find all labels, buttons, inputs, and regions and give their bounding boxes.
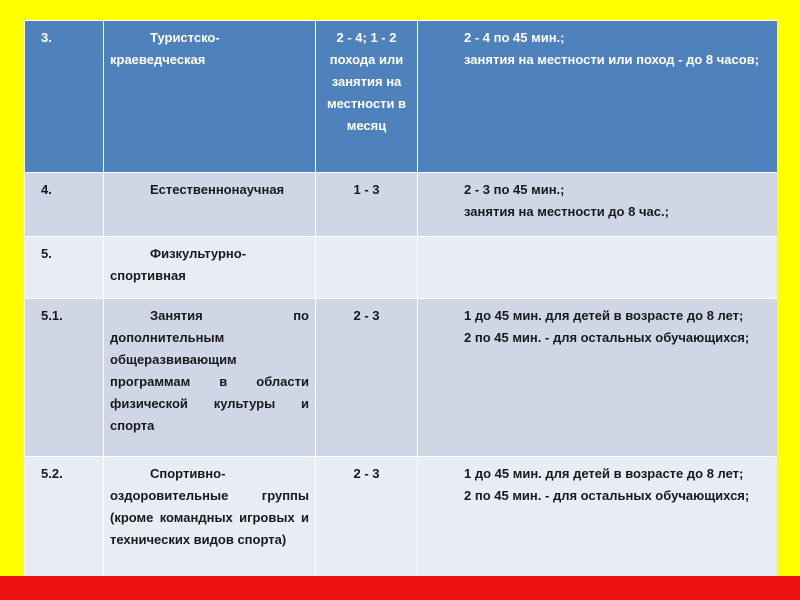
sessions-count: 2 - 4; 1 - 2 похода или занятия на местности в месяц — [316, 21, 418, 173]
duration-line: 1 до 45 мин. для детей в возрасте до 8 лет; — [464, 466, 744, 481]
row-number: 5.2. — [25, 457, 104, 577]
duration-line: занятия на местности до 8 час.; — [464, 204, 669, 219]
activity-name: Туристско-краеведческая — [104, 21, 316, 173]
schedule-table — [24, 20, 777, 576]
sessions-count: 2 - 3 — [316, 457, 418, 577]
activity-name: Естественнонаучная — [104, 173, 316, 237]
session-duration — [418, 173, 778, 237]
session-duration — [418, 237, 778, 299]
table-row — [25, 21, 778, 173]
bottom-red-bar — [0, 576, 800, 600]
duration-line: 2 по 45 мин. - для остальных обучающихся; — [464, 330, 750, 345]
row-number: 5.1. — [25, 299, 104, 457]
duration-line: 1 до 45 мин. для детей в возрасте до 8 лет; — [464, 308, 744, 323]
sessions-count: 1 - 3 — [316, 173, 418, 237]
table-row — [25, 237, 778, 299]
row-number: 3. — [25, 21, 104, 173]
row-number: 5. — [25, 237, 104, 299]
duration-line: 2 по 45 мин. - для остальных обучающихся; — [464, 488, 750, 503]
activity-name: Физкультурно-спортивная — [104, 237, 316, 299]
duration-line: занятия на местности или поход - до 8 часов; — [464, 52, 760, 67]
table-row — [25, 457, 778, 577]
row-number: 4. — [25, 173, 104, 237]
activity-name: Спортивно-оздоровительные группы (кроме командных игровых и технических видов спорта) — [104, 457, 316, 577]
activity-name: Занятия по дополнительным общеразвивающим программам в области физической культуры и спорта — [104, 299, 316, 457]
table-row — [25, 299, 778, 457]
duration-line: 2 - 4 по 45 мин.; — [464, 30, 565, 45]
schedule-table-container — [24, 20, 777, 576]
session-duration — [418, 21, 778, 173]
session-duration — [418, 457, 778, 577]
table-row — [25, 173, 778, 237]
sessions-count: 2 - 3 — [316, 299, 418, 457]
duration-line: 2 - 3 по 45 мин.; — [464, 182, 565, 197]
session-duration — [418, 299, 778, 457]
sessions-count — [316, 237, 418, 299]
